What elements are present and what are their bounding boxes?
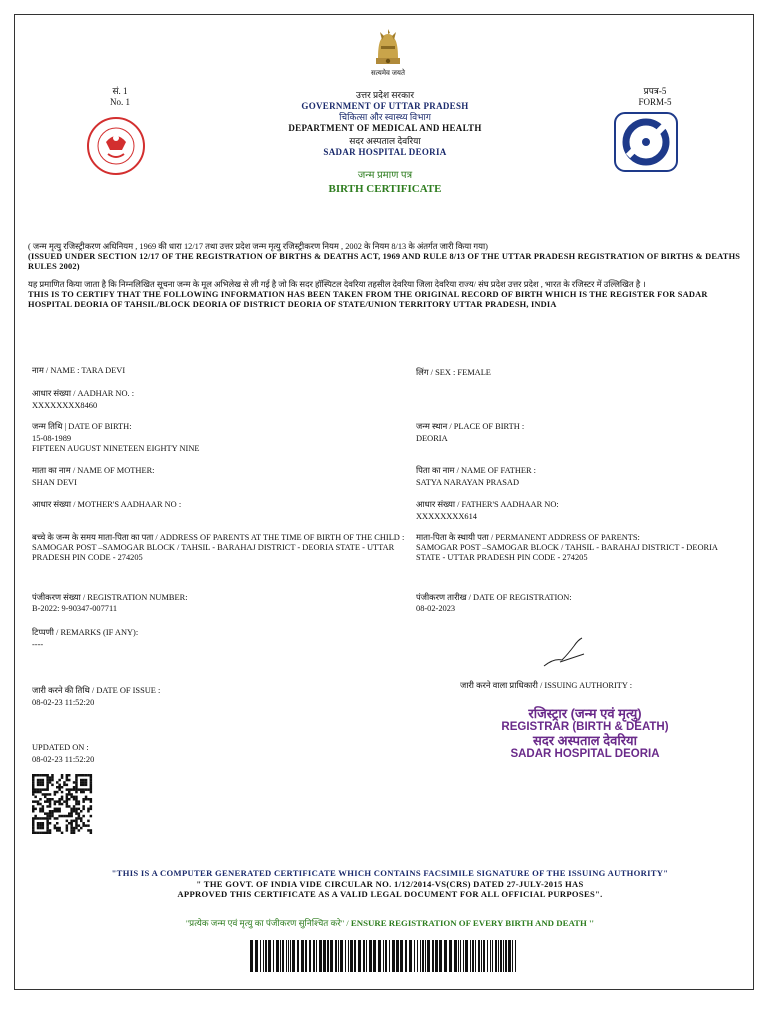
govt-circular-note: " THE GOVT. OF INDIA VIDE CIRCULAR NO. 1/12/2014-VS(CRS) DATED 27-JULY-2015 HAS [196,878,584,889]
sex-label: लिंग / SEX : [416,368,456,377]
registration-number-value: B-2022: 9-90347-007711 [32,604,118,613]
issued-under-hi: ( जन्म मृत्यु रजिस्ट्रीकरण अधिनियम , 1969 की धारा 12/17 तथा उत्तर प्रदेश जन्म मृत्यु रजिस्ट्रीकरण नियम , 2002 के नियम 8/13 के अंतर्गत जारी किया गया) [28,242,488,251]
dob-value: 15-08-1989 [32,434,72,443]
dob-label: जन्म तिथि | DATE OF BIRTH: [32,422,132,431]
dept-name-en: DEPARTMENT OF MEDICAL AND HEALTH [288,123,482,133]
name-label: नाम / NAME : [32,366,80,375]
stamp-line-2: REGISTRAR (BIRTH & DEATH) [501,721,669,733]
certificate-title-en: BIRTH CERTIFICATE [328,183,442,195]
father-aadhaar-value: XXXXXXXX614 [416,512,477,521]
name-field [32,366,406,376]
sex-field [416,368,736,378]
pob-value: DEORIA [416,434,448,443]
stamp-line-3: सदर अस्पताल देवरिया [533,733,637,748]
slogan-en: ENSURE REGISTRATION OF EVERY BIRTH AND DEATH '' [350,918,594,928]
up-government-seal [86,116,146,176]
issuing-authority-label: जारी करने वाला प्राधिकारी / ISSUING AUTHORITY : [460,681,633,690]
name-value: TARA DEVI [81,366,126,375]
mother-aadhaar-label: आधार संख्या / MOTHER'S AADHAAR NO : [32,500,182,509]
date-of-issue-value: 08-02-23 11:52:20 [32,698,95,707]
sex-value: FEMALE [457,368,491,377]
hospital-name-hi: सदर अस्पताल देवरिया [349,136,421,146]
barcode [250,940,520,972]
certify-en: THIS IS TO CERTIFY THAT THE FOLLOWING INFORMATION HAS BEEN TAKEN FROM THE ORIGINAL RECORD OF BIRTH WHICH IS THE REGISTER FOR SADAR HOSPITAL DEORIA OF TAHSIL/BLOCK DEORIA OF DISTRICT DEORIA OF STATE/UNION TERRITORY UTTAR PRADESH, INDIA [28,290,708,309]
registration-number-label: पंजीकरण संख्या / REGISTRATION NUMBER: [32,593,188,602]
father-label: पिता का नाम / NAME OF FATHER : [416,466,536,475]
father-aadhaar-label: आधार संख्या / FATHER'S AADHAAR NO: [416,500,559,509]
certificate-title-hi: जन्म प्रमाण पत्र [357,170,413,181]
registration-date-value: 08-02-2023 [416,604,456,613]
serial-en: No. 1 [110,97,130,107]
stamp-line-1: रजिस्ट्रार (जन्म एवं मृत्यु) [528,706,642,721]
form-number-hi: प्रपत्र-5 [643,86,667,96]
crs-logo [614,112,678,172]
registration-date-label: पंजीकरण तारीख / DATE OF REGISTRATION: [416,593,572,602]
computer-generated-note: "THIS IS A COMPUTER GENERATED CERTIFICATE WHICH CONTAINS FACSIMILE SIGNATURE OF THE ISSUING AUTHORITY" [111,868,669,878]
form-number-en: FORM-5 [638,97,672,107]
aadhar-label: आधार संख्या / AADHAR NO. : [32,389,135,398]
updated-on-label: UPDATED ON : [32,743,89,752]
pob-label: जन्म स्थान / PLACE OF BIRTH : [416,422,525,431]
approval-note: APPROVED THIS CERTIFICATE AS A VALID LEGAL DOCUMENT FOR ALL OFFICIAL PURPOSES". [177,889,603,899]
remarks-value: ---- [32,640,44,649]
updated-on-value: 08-02-23 11:52:20 [32,755,95,764]
certify-hi: यह प्रमाणित किया जाता है कि निम्नलिखित सूचना जन्म के मूल अभिलेख से ली गई है जो कि सदर हॉस्पिटल देवरिया तहसील देवरिया जिला देवरिया राज्य/ संघ प्रदेश उत्तर प्रदेश , भारत के रजिस्टर में उल्लिखित है । [28,280,646,289]
date-of-issue-label: जारी करने की तिथि / DATE OF ISSUE : [32,686,161,695]
mother-label: माता का नाम / NAME OF MOTHER: [32,466,155,475]
signature [540,636,590,670]
slogan [60,918,720,929]
address-at-birth-label: बच्चे के जन्म के समय माता-पिता का पता / ADDRESS OF PARENTS AT THE TIME OF BIRTH OF THE CHILD : [32,533,405,542]
issued-under-en: (ISSUED UNDER SECTION 12/17 OF THE REGISTRATION OF BIRTHS & DEATHS ACT, 1969 AND RULE 8/13 OF THE UTTAR PRADESH REGISTRATION OF BIRTHS & DEATHS RULES 2002) [28,252,741,271]
permanent-address-label: माता-पिता के स्थायी पता / PERMANENT ADDRESS OF PARENTS: [416,533,640,542]
registrar-stamp [470,706,700,761]
national-emblem [368,28,408,68]
mother-value: SHAN DEVI [32,478,77,487]
stamp-line-4: SADAR HOSPITAL DEORIA [510,748,660,760]
slogan-hi: ''प्रत्येक जन्म एवं मृत्यु का पंजीकरण सुनिश्चित करे'' / [186,918,351,928]
serial-hi: सं. 1 [112,86,128,96]
emblem-motto: सत्यमेव जयते [371,69,405,77]
dob-words: FIFTEEN AUGUST NINETEEN EIGHTY NINE [32,444,200,453]
hospital-name-en: SADAR HOSPITAL DEORIA [323,147,447,157]
aadhar-value: XXXXXXXX8460 [32,401,98,410]
govt-name-en: GOVERNMENT OF UTTAR PRADESH [301,101,469,111]
govt-name-hi: उत्तर प्रदेश सरकार [355,90,415,100]
address-at-birth-value: SAMOGAR POST –SAMOGAR BLOCK / TAHSIL - BARAHAJ DISTRICT - DEORIA STATE - UTTAR PRADESH PIN CODE - 274205 [32,543,395,562]
father-value: SATYA NARAYAN PRASAD [416,478,520,487]
dept-name-hi: चिकित्सा और स्वास्थ्य विभाग [339,112,431,122]
permanent-address-value: SAMOGAR POST –SAMOGAR BLOCK / TAHSIL - BARAHAJ DISTRICT - DEORIA STATE - UTTAR PRADESH PIN CODE - 274205 [416,543,718,562]
remarks-label: टिप्पणी / REMARKS (IF ANY): [32,628,139,637]
qr-code [32,774,94,834]
